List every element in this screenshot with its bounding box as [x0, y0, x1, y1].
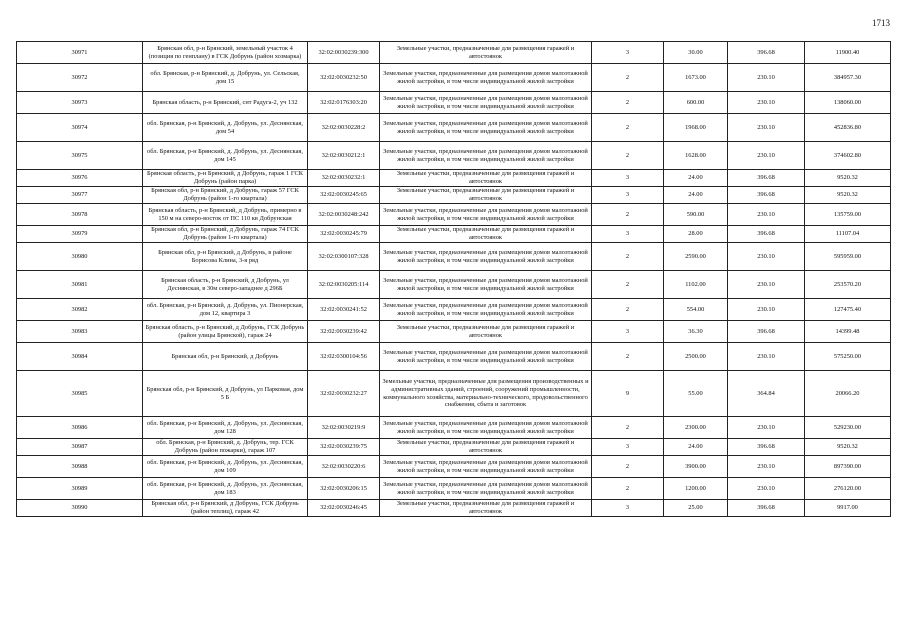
page-number: 1713	[872, 18, 890, 28]
registry-id-cell: 30979	[17, 226, 143, 243]
cadastral-number-cell: 32:02:0030219:9	[308, 417, 380, 439]
registry-id-cell: 30985	[17, 371, 143, 417]
address-cell: Брянская обл, р-н Брянский, д Добрунь, в районе Борисова Клина, 3-я ряд	[143, 243, 308, 271]
cadastral-value-cell: 897390.00	[805, 456, 891, 478]
category-code-cell: 2	[592, 417, 664, 439]
address-cell: Брянская обл, р-н Брянский, земельный участок 4 (позиция по генплану) в ГСК Добрунь (район хозмарка)	[143, 42, 308, 64]
cadastral-number-cell: 32:02:0300107:328	[308, 243, 380, 271]
rate-cell: 230.10	[728, 92, 805, 114]
rate-cell: 230.10	[728, 417, 805, 439]
table-row	[17, 226, 891, 243]
table-row	[17, 243, 891, 271]
area-cell: 30.00	[664, 42, 728, 64]
category-code-cell: 2	[592, 64, 664, 92]
rate-cell: 230.10	[728, 343, 805, 371]
registry-table-body	[17, 42, 891, 517]
cadastral-value-cell: 14399.48	[805, 321, 891, 343]
registry-id-cell: 30972	[17, 64, 143, 92]
cadastral-value-cell: 135759.00	[805, 204, 891, 226]
category-code-cell: 2	[592, 456, 664, 478]
table-row	[17, 92, 891, 114]
cadastral-value-cell: 20066.20	[805, 371, 891, 417]
table-row	[17, 204, 891, 226]
cadastral-value-cell: 529230.00	[805, 417, 891, 439]
registry-id-cell: 30973	[17, 92, 143, 114]
cadastral-number-cell: 32:02:0030239:300	[308, 42, 380, 64]
cadastral-value-cell: 452836.80	[805, 114, 891, 142]
table-row	[17, 417, 891, 439]
address-cell: обл. Брянская, р-н Брянский, д. Добрунь, ул. Деснянская, дом 54	[143, 114, 308, 142]
cadastral-value-cell: 9520.32	[805, 439, 891, 456]
land-use-cell: Земельные участки, предназначенные для размещения производственных и административных зданий, строений, сооружений промышленности, коммунального хозяйства, материально-технического, продовольственного снабжения, сбыта и заготовок	[380, 371, 592, 417]
address-cell: обл. Брянская, р-н Брянский, д. Добрунь, ул. Деснянская, дом 109	[143, 456, 308, 478]
rate-cell: 230.10	[728, 478, 805, 500]
area-cell: 24.00	[664, 187, 728, 204]
rate-cell: 230.10	[728, 204, 805, 226]
land-use-cell: Земельные участки, предназначенные для размещения гаражей и автостоянок	[380, 439, 592, 456]
rate-cell: 364.84	[728, 371, 805, 417]
land-use-cell: Земельные участки, предназначенные для размещения домов малоэтажной жилой застройки, в том числе индивидуальной жилой застройки	[380, 114, 592, 142]
cadastral-number-cell: 32:02:0300104:56	[308, 343, 380, 371]
category-code-cell: 3	[592, 42, 664, 64]
registry-id-cell: 30978	[17, 204, 143, 226]
registry-id-cell: 30990	[17, 500, 143, 517]
rate-cell: 230.10	[728, 243, 805, 271]
address-cell: Брянская область, р-н Брянский, д Добрунь, гараж 1 ГСК Добрунь (район парка)	[143, 170, 308, 187]
land-use-cell: Земельные участки, предназначенные для размещения гаражей и автостоянок	[380, 321, 592, 343]
area-cell: 554.00	[664, 299, 728, 321]
cadastral-number-cell: 32:02:0030206:15	[308, 478, 380, 500]
land-use-cell: Земельные участки, предназначенные для размещения гаражей и автостоянок	[380, 170, 592, 187]
address-cell: обл. Брянская, р-н Брянский, д. Добрунь, тер. ГСК Добрунь (район пожарки), гараж 107	[143, 439, 308, 456]
area-cell: 36.30	[664, 321, 728, 343]
address-cell: Брянская область, р-н Брянский, д Добрунь, примерно в 150 м на северо-восток от ПС 110 кв Добрунская	[143, 204, 308, 226]
category-code-cell: 3	[592, 439, 664, 456]
cadastral-number-cell: 32:02:0030232:50	[308, 64, 380, 92]
area-cell: 3900.00	[664, 456, 728, 478]
category-code-cell: 2	[592, 299, 664, 321]
registry-id-cell: 30977	[17, 187, 143, 204]
cadastral-number-cell: 32:02:0030220:6	[308, 456, 380, 478]
category-code-cell: 2	[592, 271, 664, 299]
cadastral-number-cell: 32:02:0176303:20	[308, 92, 380, 114]
category-code-cell: 2	[592, 204, 664, 226]
registry-id-cell: 30981	[17, 271, 143, 299]
address-cell: обл. Брянская, р-н Брянский, д. Добрунь, ул. Деснянская, дом 128	[143, 417, 308, 439]
cadastral-value-cell: 253570.20	[805, 271, 891, 299]
cadastral-value-cell: 384957.30	[805, 64, 891, 92]
registry-id-cell: 30989	[17, 478, 143, 500]
category-code-cell: 9	[592, 371, 664, 417]
cadastral-value-cell: 9917.00	[805, 500, 891, 517]
registry-id-cell: 30988	[17, 456, 143, 478]
address-cell: Брянская обл, р-н Брянский, д Добрунь, ул Парковая, дом 5 Б	[143, 371, 308, 417]
land-use-cell: Земельные участки, предназначенные для размещения домов малоэтажной жилой застройки, в том числе индивидуальной жилой застройки	[380, 417, 592, 439]
area-cell: 2590.00	[664, 243, 728, 271]
address-cell: Брянская обл, р-н Брянский, д Добрунь	[143, 343, 308, 371]
cadastral-value-cell: 276120.00	[805, 478, 891, 500]
rate-cell: 396.68	[728, 439, 805, 456]
rate-cell: 230.10	[728, 142, 805, 170]
land-use-cell: Земельные участки, предназначенные для размещения гаражей и автостоянок	[380, 226, 592, 243]
area-cell: 1628.00	[664, 142, 728, 170]
cadastral-value-cell: 138060.00	[805, 92, 891, 114]
cadastral-number-cell: 32:02:0030248:242	[308, 204, 380, 226]
cadastral-value-cell: 11107.04	[805, 226, 891, 243]
area-cell: 1102.00	[664, 271, 728, 299]
area-cell: 2300.00	[664, 417, 728, 439]
category-code-cell: 3	[592, 500, 664, 517]
cadastral-value-cell: 11900.40	[805, 42, 891, 64]
registry-id-cell: 30975	[17, 142, 143, 170]
cadastral-value-cell: 595959.00	[805, 243, 891, 271]
area-cell: 28.00	[664, 226, 728, 243]
area-cell: 1968.00	[664, 114, 728, 142]
registry-table	[16, 41, 891, 517]
land-use-cell: Земельные участки, предназначенные для размещения домов малоэтажной жилой застройки, в том числе индивидуальной жилой застройки	[380, 64, 592, 92]
rate-cell: 230.10	[728, 64, 805, 92]
category-code-cell: 3	[592, 170, 664, 187]
table-row	[17, 271, 891, 299]
cadastral-number-cell: 32:02:0030241:52	[308, 299, 380, 321]
area-cell: 1673.00	[664, 64, 728, 92]
rate-cell: 396.68	[728, 321, 805, 343]
land-use-cell: Земельные участки, предназначенные для размещения гаражей и автостоянок	[380, 187, 592, 204]
cadastral-number-cell: 32:02:0030212:1	[308, 142, 380, 170]
cadastral-value-cell: 374602.80	[805, 142, 891, 170]
rate-cell: 396.68	[728, 42, 805, 64]
category-code-cell: 2	[592, 142, 664, 170]
address-cell: Брянская обл, р-н Брянский, д Добрунь, ГСК Добрунь (район теплиц), гараж 42	[143, 500, 308, 517]
cadastral-number-cell: 32:02:0030239:75	[308, 439, 380, 456]
land-use-cell: Земельные участки, предназначенные для размещения домов малоэтажной жилой застройки, в том числе индивидуальной жилой застройки	[380, 92, 592, 114]
cadastral-number-cell: 32:02:0030239:42	[308, 321, 380, 343]
land-use-cell: Земельные участки, предназначенные для размещения гаражей и автостоянок	[380, 42, 592, 64]
table-row	[17, 64, 891, 92]
cadastral-number-cell: 32:02:0030245:65	[308, 187, 380, 204]
table-row	[17, 500, 891, 517]
table-row	[17, 170, 891, 187]
category-code-cell: 2	[592, 343, 664, 371]
cadastral-value-cell: 575250.00	[805, 343, 891, 371]
land-use-cell: Земельные участки, предназначенные для размещения домов малоэтажной жилой застройки, в том числе индивидуальной жилой застройки	[380, 343, 592, 371]
cadastral-number-cell: 32:02:0030245:79	[308, 226, 380, 243]
table-row	[17, 42, 891, 64]
address-cell: обл. Брянская, р-н Брянский, д. Добрунь, ул. Деснянская, дом 183	[143, 478, 308, 500]
cadastral-number-cell: 32:02:0030246:45	[308, 500, 380, 517]
registry-id-cell: 30974	[17, 114, 143, 142]
table-row	[17, 343, 891, 371]
table-row	[17, 142, 891, 170]
cadastral-number-cell: 32:02:0030232:27	[308, 371, 380, 417]
category-code-cell: 2	[592, 114, 664, 142]
registry-id-cell: 30987	[17, 439, 143, 456]
table-row	[17, 321, 891, 343]
table-row	[17, 114, 891, 142]
cadastral-value-cell: 9520.32	[805, 187, 891, 204]
land-use-cell: Земельные участки, предназначенные для размещения гаражей и автостоянок	[380, 500, 592, 517]
cadastral-value-cell: 9520.32	[805, 170, 891, 187]
area-cell: 600.00	[664, 92, 728, 114]
area-cell: 55.00	[664, 371, 728, 417]
area-cell: 1200.00	[664, 478, 728, 500]
address-cell: Брянская область, р-н Брянский, д Добрунь, ул Деснянская, в 30м северо-западнее д 296Б	[143, 271, 308, 299]
address-cell: Брянская область, р-н Брянский, д Добрунь, ГСК Добрунь (район улицы Брянской), гараж 24	[143, 321, 308, 343]
land-use-cell: Земельные участки, предназначенные для размещения домов малоэтажной жилой застройки, в том числе индивидуальной жилой застройки	[380, 478, 592, 500]
address-cell: Брянская обл, р-н Брянский, д Добрунь, гараж 74 ГСК Добрунь (район 1-го квартала)	[143, 226, 308, 243]
address-cell: Брянская обл, р-н Брянский, д Добрунь, гараж 57 ГСК Добрунь (район 1-го квартала)	[143, 187, 308, 204]
land-use-cell: Земельные участки, предназначенные для размещения домов малоэтажной жилой застройки, в том числе индивидуальной жилой застройки	[380, 142, 592, 170]
category-code-cell: 2	[592, 478, 664, 500]
table-row	[17, 371, 891, 417]
rate-cell: 396.68	[728, 226, 805, 243]
category-code-cell: 3	[592, 226, 664, 243]
registry-id-cell: 30983	[17, 321, 143, 343]
area-cell: 590.00	[664, 204, 728, 226]
registry-id-cell: 30984	[17, 343, 143, 371]
rate-cell: 396.68	[728, 500, 805, 517]
category-code-cell: 3	[592, 187, 664, 204]
table-row	[17, 478, 891, 500]
area-cell: 2500.00	[664, 343, 728, 371]
registry-id-cell: 30976	[17, 170, 143, 187]
land-use-cell: Земельные участки, предназначенные для размещения домов малоэтажной жилой застройки, в том числе индивидуальной жилой застройки	[380, 243, 592, 271]
cadastral-number-cell: 32:02:0030228:2	[308, 114, 380, 142]
registry-id-cell: 30982	[17, 299, 143, 321]
land-use-cell: Земельные участки, предназначенные для размещения домов малоэтажной жилой застройки, в том числе индивидуальной жилой застройки	[380, 271, 592, 299]
land-use-cell: Земельные участки, предназначенные для размещения домов малоэтажной жилой застройки, в том числе индивидуальной жилой застройки	[380, 299, 592, 321]
rate-cell: 230.10	[728, 299, 805, 321]
address-cell: обл. Брянская, р-н Брянский, д. Добрунь, ул. Пионерская, дом 12, квартира 3	[143, 299, 308, 321]
category-code-cell: 2	[592, 92, 664, 114]
land-use-cell: Земельные участки, предназначенные для размещения домов малоэтажной жилой застройки, в том числе индивидуальной жилой застройки	[380, 204, 592, 226]
rate-cell: 230.10	[728, 114, 805, 142]
registry-id-cell: 30980	[17, 243, 143, 271]
table-row	[17, 187, 891, 204]
category-code-cell: 2	[592, 243, 664, 271]
table-row	[17, 439, 891, 456]
rate-cell: 230.10	[728, 456, 805, 478]
rate-cell: 396.68	[728, 170, 805, 187]
rate-cell: 396.68	[728, 187, 805, 204]
table-row	[17, 456, 891, 478]
address-cell: Брянская область, р-н Брянский, снт Радуга-2, уч 132	[143, 92, 308, 114]
table-row	[17, 299, 891, 321]
cadastral-number-cell: 32:02:0030232:1	[308, 170, 380, 187]
category-code-cell: 3	[592, 321, 664, 343]
address-cell: обл. Брянская, р-н Брянский, д. Добрунь, ул. Сельская, дом 15	[143, 64, 308, 92]
area-cell: 24.00	[664, 439, 728, 456]
address-cell: обл. Брянская, р-н Брянский, д. Добрунь, ул. Деснянская, дом 145	[143, 142, 308, 170]
cadastral-number-cell: 32:02:0030205:114	[308, 271, 380, 299]
registry-id-cell: 30971	[17, 42, 143, 64]
cadastral-value-cell: 127475.40	[805, 299, 891, 321]
registry-id-cell: 30986	[17, 417, 143, 439]
land-use-cell: Земельные участки, предназначенные для размещения домов малоэтажной жилой застройки, в том числе индивидуальной жилой застройки	[380, 456, 592, 478]
rate-cell: 230.10	[728, 271, 805, 299]
area-cell: 24.00	[664, 170, 728, 187]
area-cell: 25.00	[664, 500, 728, 517]
